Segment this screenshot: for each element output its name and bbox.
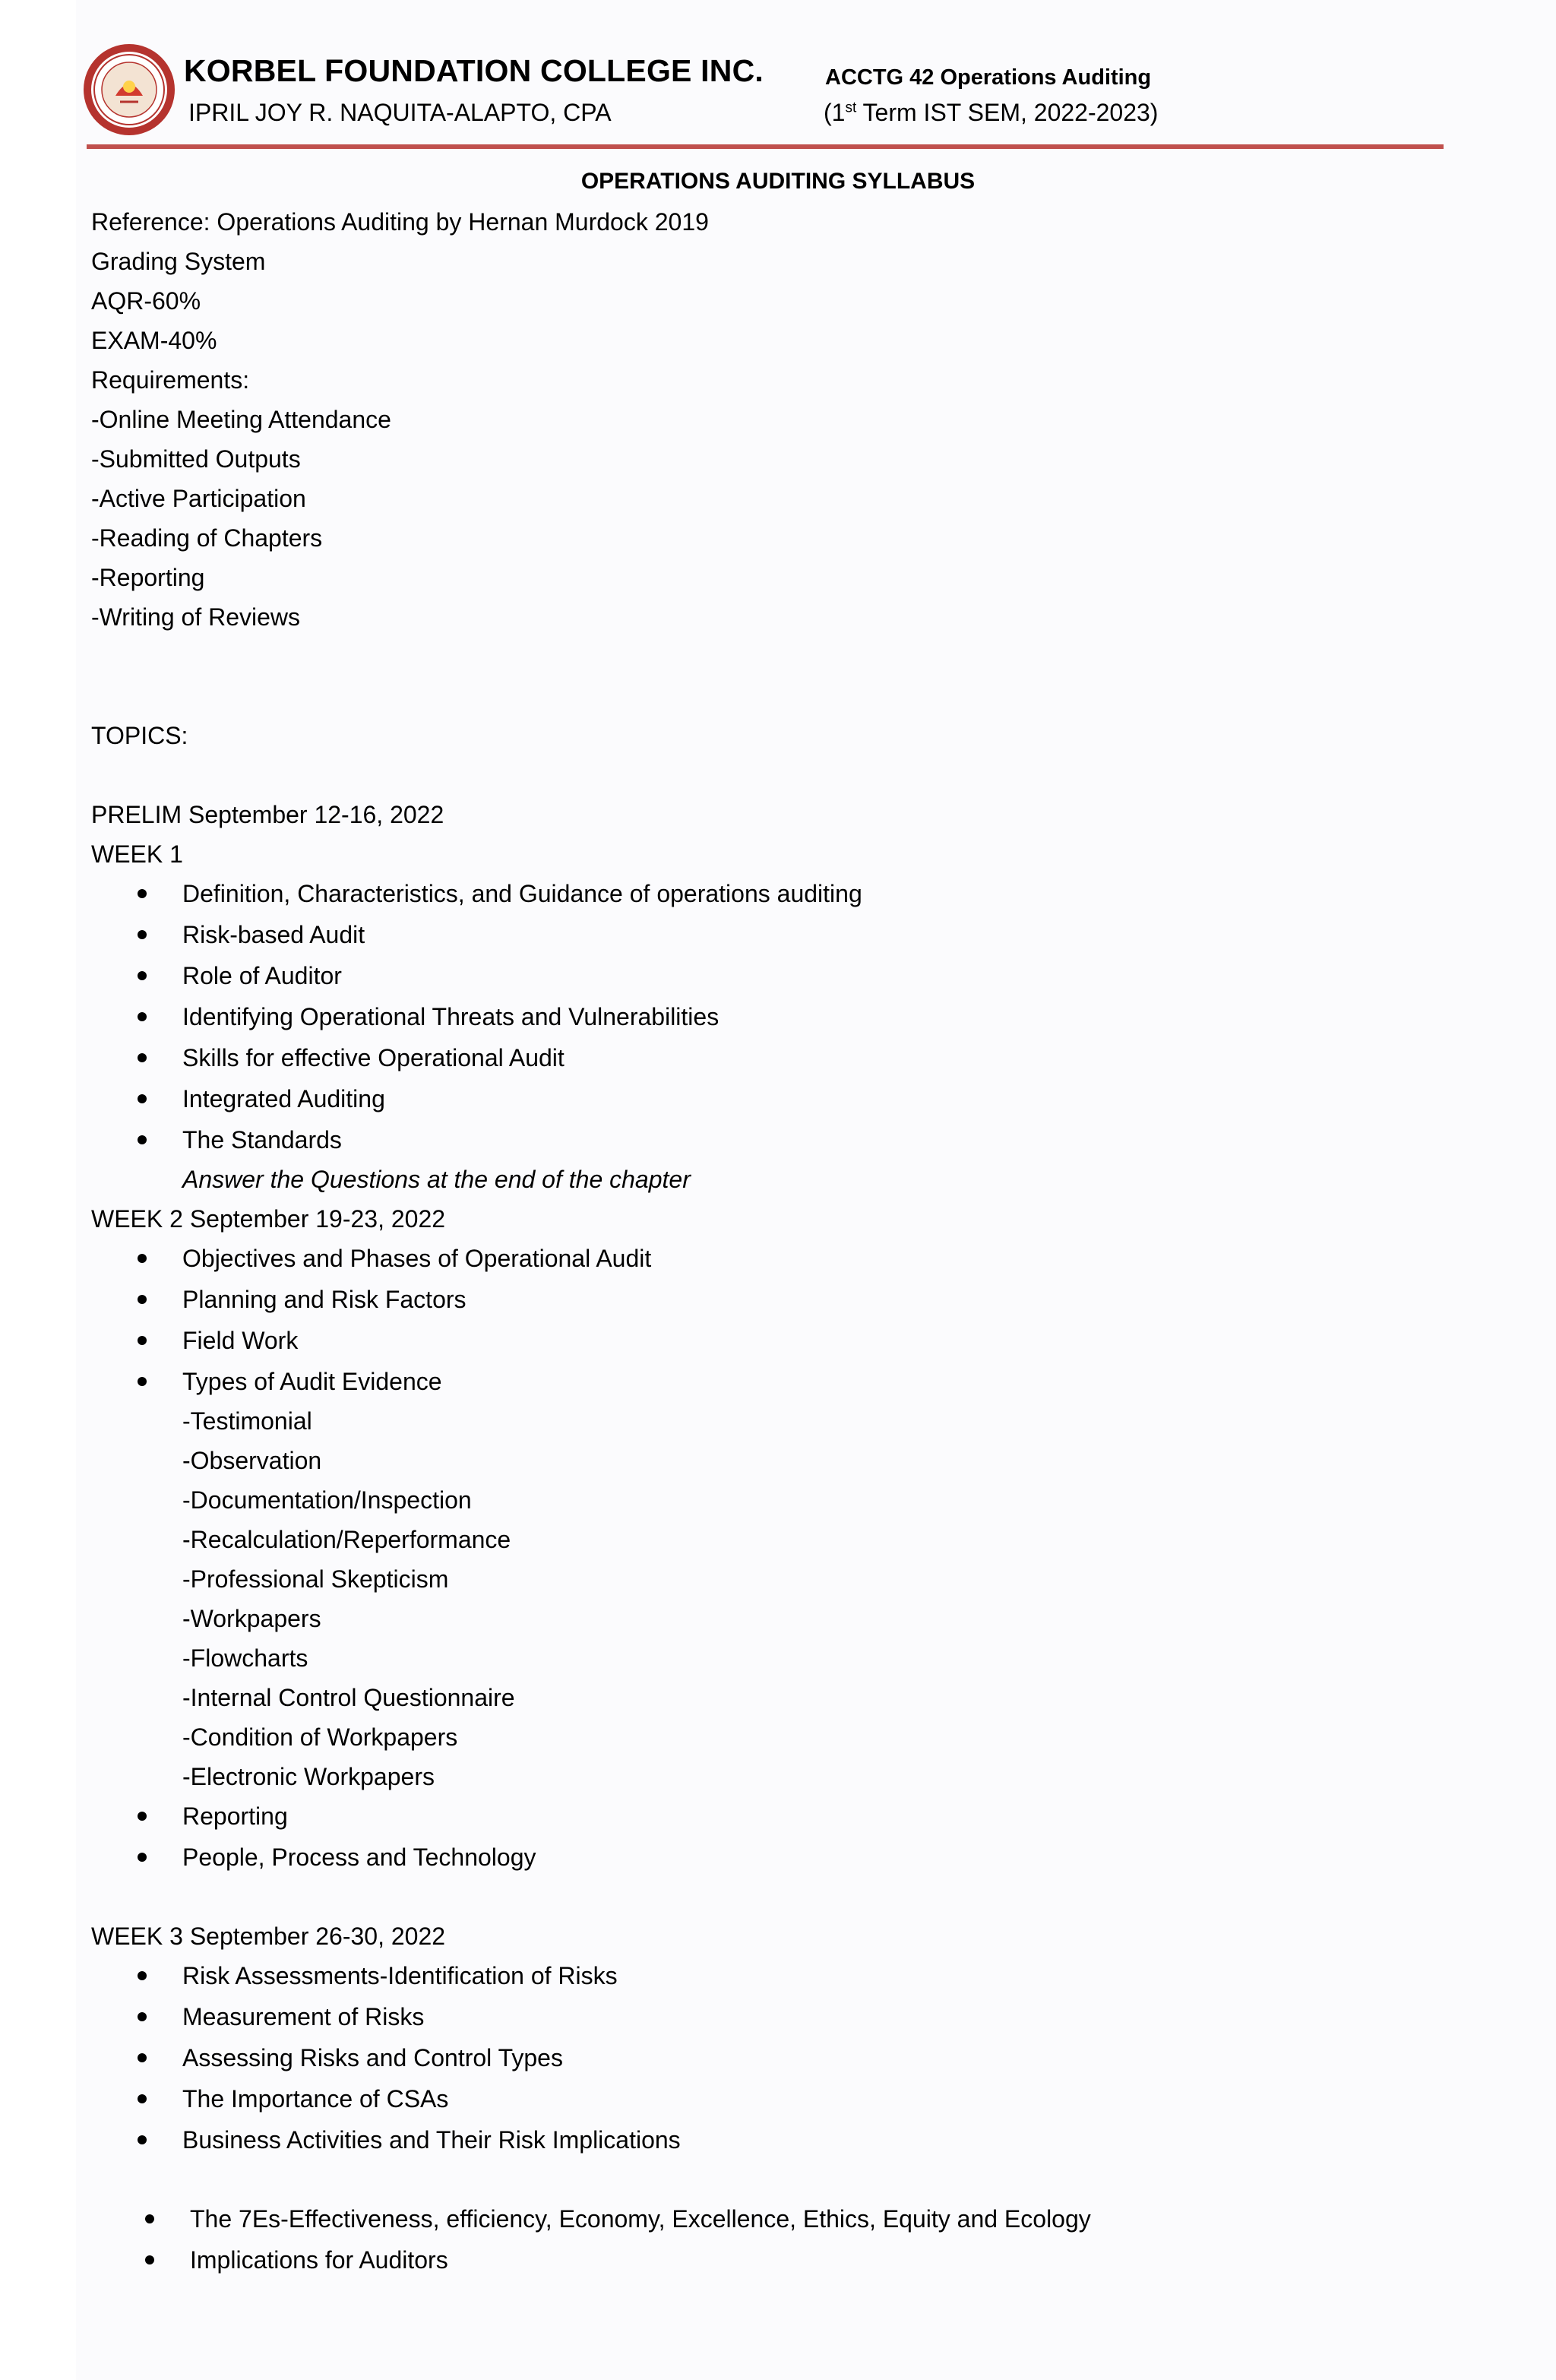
evidence-type-item: -Professional Skepticism — [182, 1565, 449, 1593]
bullet-icon — [138, 1053, 147, 1062]
instructor-name: IPRIL JOY R. NAQUITA-ALAPTO, CPA — [188, 99, 612, 126]
bullet-icon — [145, 2214, 154, 2223]
term-info — [824, 99, 1158, 127]
week1-note: Answer the Questions at the end of the chapter — [182, 1166, 691, 1193]
bullet-icon — [138, 1853, 147, 1862]
topic-item: Types of Audit Evidence — [182, 1368, 442, 1395]
evidence-type-item: -Internal Control Questionnaire — [182, 1684, 515, 1711]
topic-item: Objectives and Phases of Operational Audit — [182, 1245, 652, 1272]
topic-item: Integrated Auditing — [182, 1085, 385, 1112]
requirement-item: -Online Meeting Attendance — [91, 406, 391, 433]
topic-item: Reporting — [182, 1802, 288, 1830]
requirement-item: -Submitted Outputs — [91, 445, 301, 473]
topic-item: Definition, Characteristics, and Guidance of operations auditing — [182, 880, 862, 907]
bullet-icon — [138, 889, 147, 898]
week3-heading: WEEK 3 September 26-30, 2022 — [91, 1923, 446, 1950]
syllabus-title: OPERATIONS AUDITING SYLLABUS — [580, 169, 976, 194]
bullet-icon — [138, 2094, 147, 2103]
college-name: KORBEL FOUNDATION COLLEGE INC. — [184, 53, 764, 88]
bullet-icon — [138, 2012, 147, 2021]
topic-item: Risk-based Audit — [182, 921, 365, 948]
topic-item: Assessing Risks and Control Types — [182, 2044, 563, 2071]
header-divider — [87, 144, 1444, 149]
topic-item: The Standards — [182, 1126, 342, 1154]
topic-item: Implications for Auditors — [190, 2246, 448, 2274]
evidence-type-item: -Observation — [182, 1447, 322, 1474]
topic-item: The Importance of CSAs — [182, 2085, 449, 2113]
reference-line: Reference: Operations Auditing by Hernan Murdock 2019 — [91, 208, 709, 236]
bullet-icon — [138, 2053, 147, 2062]
evidence-type-item: -Recalculation/Reperformance — [182, 1526, 511, 1553]
term-suffix: Term IST SEM, 2022-2023) — [856, 99, 1159, 126]
bullet-icon — [138, 1971, 147, 1980]
topic-item: People, Process and Technology — [182, 1844, 536, 1871]
topic-item: Field Work — [182, 1327, 299, 1354]
evidence-type-item: -Electronic Workpapers — [182, 1763, 435, 1790]
prelim-heading: PRELIM September 12-16, 2022 — [91, 801, 444, 828]
grading-system-label: Grading System — [91, 248, 266, 275]
bullet-icon — [138, 930, 147, 939]
bullet-icon — [138, 1254, 147, 1263]
bullet-icon — [145, 2255, 154, 2264]
bullet-icon — [138, 1012, 147, 1021]
requirement-item: -Writing of Reviews — [91, 603, 301, 631]
bullet-icon — [138, 1336, 147, 1345]
topic-item: Business Activities and Their Risk Implications — [182, 2126, 681, 2154]
topic-item: Planning and Risk Factors — [182, 1286, 466, 1313]
bullet-icon — [138, 971, 147, 980]
evidence-type-item: -Workpapers — [182, 1605, 321, 1632]
bullet-icon — [138, 1135, 147, 1144]
grading-exam: EXAM-40% — [91, 327, 217, 354]
term-prefix: (1 — [824, 99, 846, 126]
evidence-type-item: -Documentation/Inspection — [182, 1486, 472, 1514]
bullet-icon — [138, 2135, 147, 2144]
requirement-item: -Active Participation — [91, 485, 306, 512]
topic-item: Risk Assessments-Identification of Risks — [182, 1962, 618, 1989]
evidence-type-item: -Flowcharts — [182, 1644, 308, 1672]
topic-item: Measurement of Risks — [182, 2003, 425, 2030]
topic-item: Role of Auditor — [182, 962, 342, 989]
requirements-label: Requirements: — [91, 366, 250, 394]
bullet-icon — [138, 1094, 147, 1103]
evidence-type-item: -Condition of Workpapers — [182, 1723, 458, 1751]
bullet-icon — [138, 1295, 147, 1304]
grading-aqr: AQR-60% — [91, 287, 201, 315]
evidence-type-item: -Testimonial — [182, 1407, 312, 1435]
bullet-icon — [138, 1812, 147, 1821]
bullet-icon — [138, 1377, 147, 1386]
requirement-item: -Reading of Chapters — [91, 524, 323, 552]
requirement-item: -Reporting — [91, 564, 205, 591]
topic-item: Skills for effective Operational Audit — [182, 1044, 565, 1071]
topic-item: The 7Es-Effectiveness, efficiency, Economy, Excellence, Ethics, Equity and Ecology — [190, 2205, 1091, 2233]
term-superscript: st — [845, 100, 857, 116]
topic-item: Identifying Operational Threats and Vulnerabilities — [182, 1003, 719, 1030]
college-seal-logo — [82, 43, 176, 137]
week1-heading: WEEK 1 — [91, 840, 183, 868]
course-title: ACCTG 42 Operations Auditing — [825, 65, 1152, 90]
week2-heading: WEEK 2 September 19-23, 2022 — [91, 1205, 446, 1233]
topics-label: TOPICS: — [91, 722, 188, 749]
